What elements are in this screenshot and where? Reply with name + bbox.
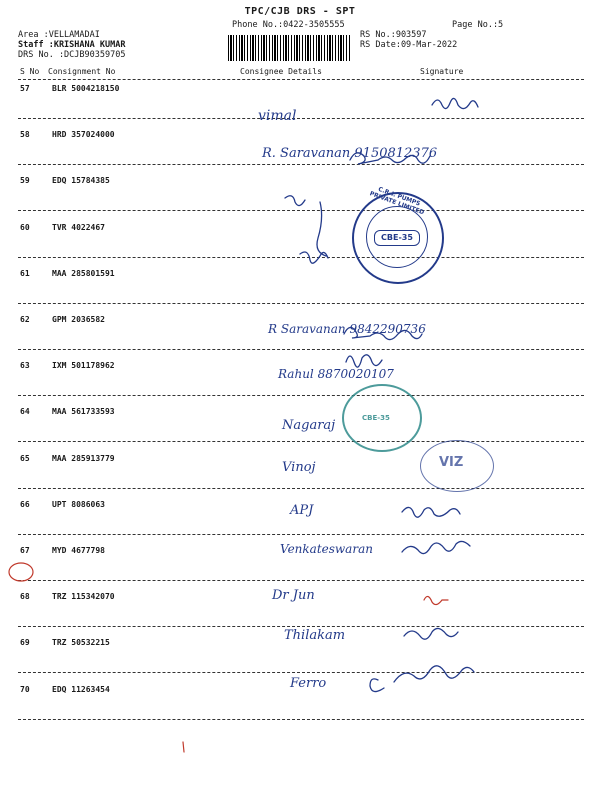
consignee-name-70: Ferro [290,676,327,691]
row-number: 62 [20,315,30,324]
column-header-consignment: Consignment No [48,67,116,76]
signature-66 [402,507,460,517]
row-number: 65 [20,453,30,463]
row-number: 58 [20,130,30,140]
column-header-sno: S No [20,67,40,76]
stamp-code: CBE-35 [374,230,420,246]
stamp-company-text: C.R.I. PUMPS PRIVATE LIMITED [368,185,425,217]
consignee-name-57: vimal [258,108,297,124]
row-number: 60 [20,222,30,232]
consignment-number: TRZ 115342070 [52,592,115,602]
row-number: 59 [20,176,30,186]
signature-57 [432,98,478,108]
consignee-name-65: Vinoj [282,460,316,475]
viz-stamp: VIZ [420,440,494,492]
consignment-number: MYD 4677798 [52,546,105,555]
consignment-number: EDQ 11263454 [52,684,110,694]
column-header-consignee: Consignee Details [240,67,322,76]
rs-number: RS No.:903597 [360,30,427,40]
consignment-number: TVR 4022467 [52,222,105,232]
column-header-signature: Signature [420,67,464,76]
row-number: 68 [20,592,30,602]
row-number: 66 [20,499,30,509]
consignment-number: TRZ 50532215 [52,638,110,648]
consignee-name-58: R. Saravanan 9150812376 [262,146,438,161]
consignment-number: UPT 8086063 [52,499,105,509]
row-number: 67 [20,546,30,555]
page-number: Page No.:5 [452,20,504,30]
drs-number: DRS No. :DCJB90359705 [18,50,126,60]
consignee-name-68: Dr Jun [272,588,315,603]
consignment-number: GPM 2036582 [52,315,105,324]
row-number: 69 [20,638,30,648]
consignee-name-67: Venkateswaran [280,542,373,556]
rs-date: RS Date:09-Mar-2022 [360,40,458,50]
staff-label: Staff :KRISHANA KUMAR [18,40,126,50]
green-round-seal: CBE-35 [342,384,422,452]
signature-61 [300,252,328,263]
area-label: Area :VELLAMADAI [18,30,100,40]
row-number: 57 [20,84,30,93]
consignee-name-66: APJ [290,503,314,518]
red-mark-68 [424,596,448,604]
consignee-name-62: R Saravanan 9842290736 [268,322,426,336]
company-seal-stamp [352,185,444,284]
consignment-number: HRD 357024000 [52,130,115,140]
document-title: TPC/CJB DRS - SPT [244,6,356,17]
signature-69 [404,628,458,639]
row-number: 64 [20,407,30,417]
red-tick-bottom [183,742,184,752]
consignment-number: IXM 501178962 [52,361,115,371]
phone-number: Phone No.:0422-3505555 [232,20,345,30]
row-number: 61 [20,268,30,278]
row-number: 70 [20,684,30,694]
consignment-number: MAA 285913779 [52,453,115,463]
signature-70 [370,666,474,692]
row-number: 63 [20,361,30,371]
consignment-number: BLR 5004218150 [52,84,120,93]
consignment-number: MAA 285801591 [52,268,115,278]
signature-67 [402,541,470,553]
signature-59 [285,196,326,256]
red-circle-68 [9,563,33,581]
consignee-name-64: Nagaraj [282,418,336,433]
consignee-name-63: Rahul 8870020107 [278,367,394,381]
signature-63 [346,355,382,367]
consignee-name-69: Thilakam [284,628,346,643]
consignment-number: MAA 561733593 [52,407,115,417]
consignment-number: EDQ 15784385 [52,176,110,186]
